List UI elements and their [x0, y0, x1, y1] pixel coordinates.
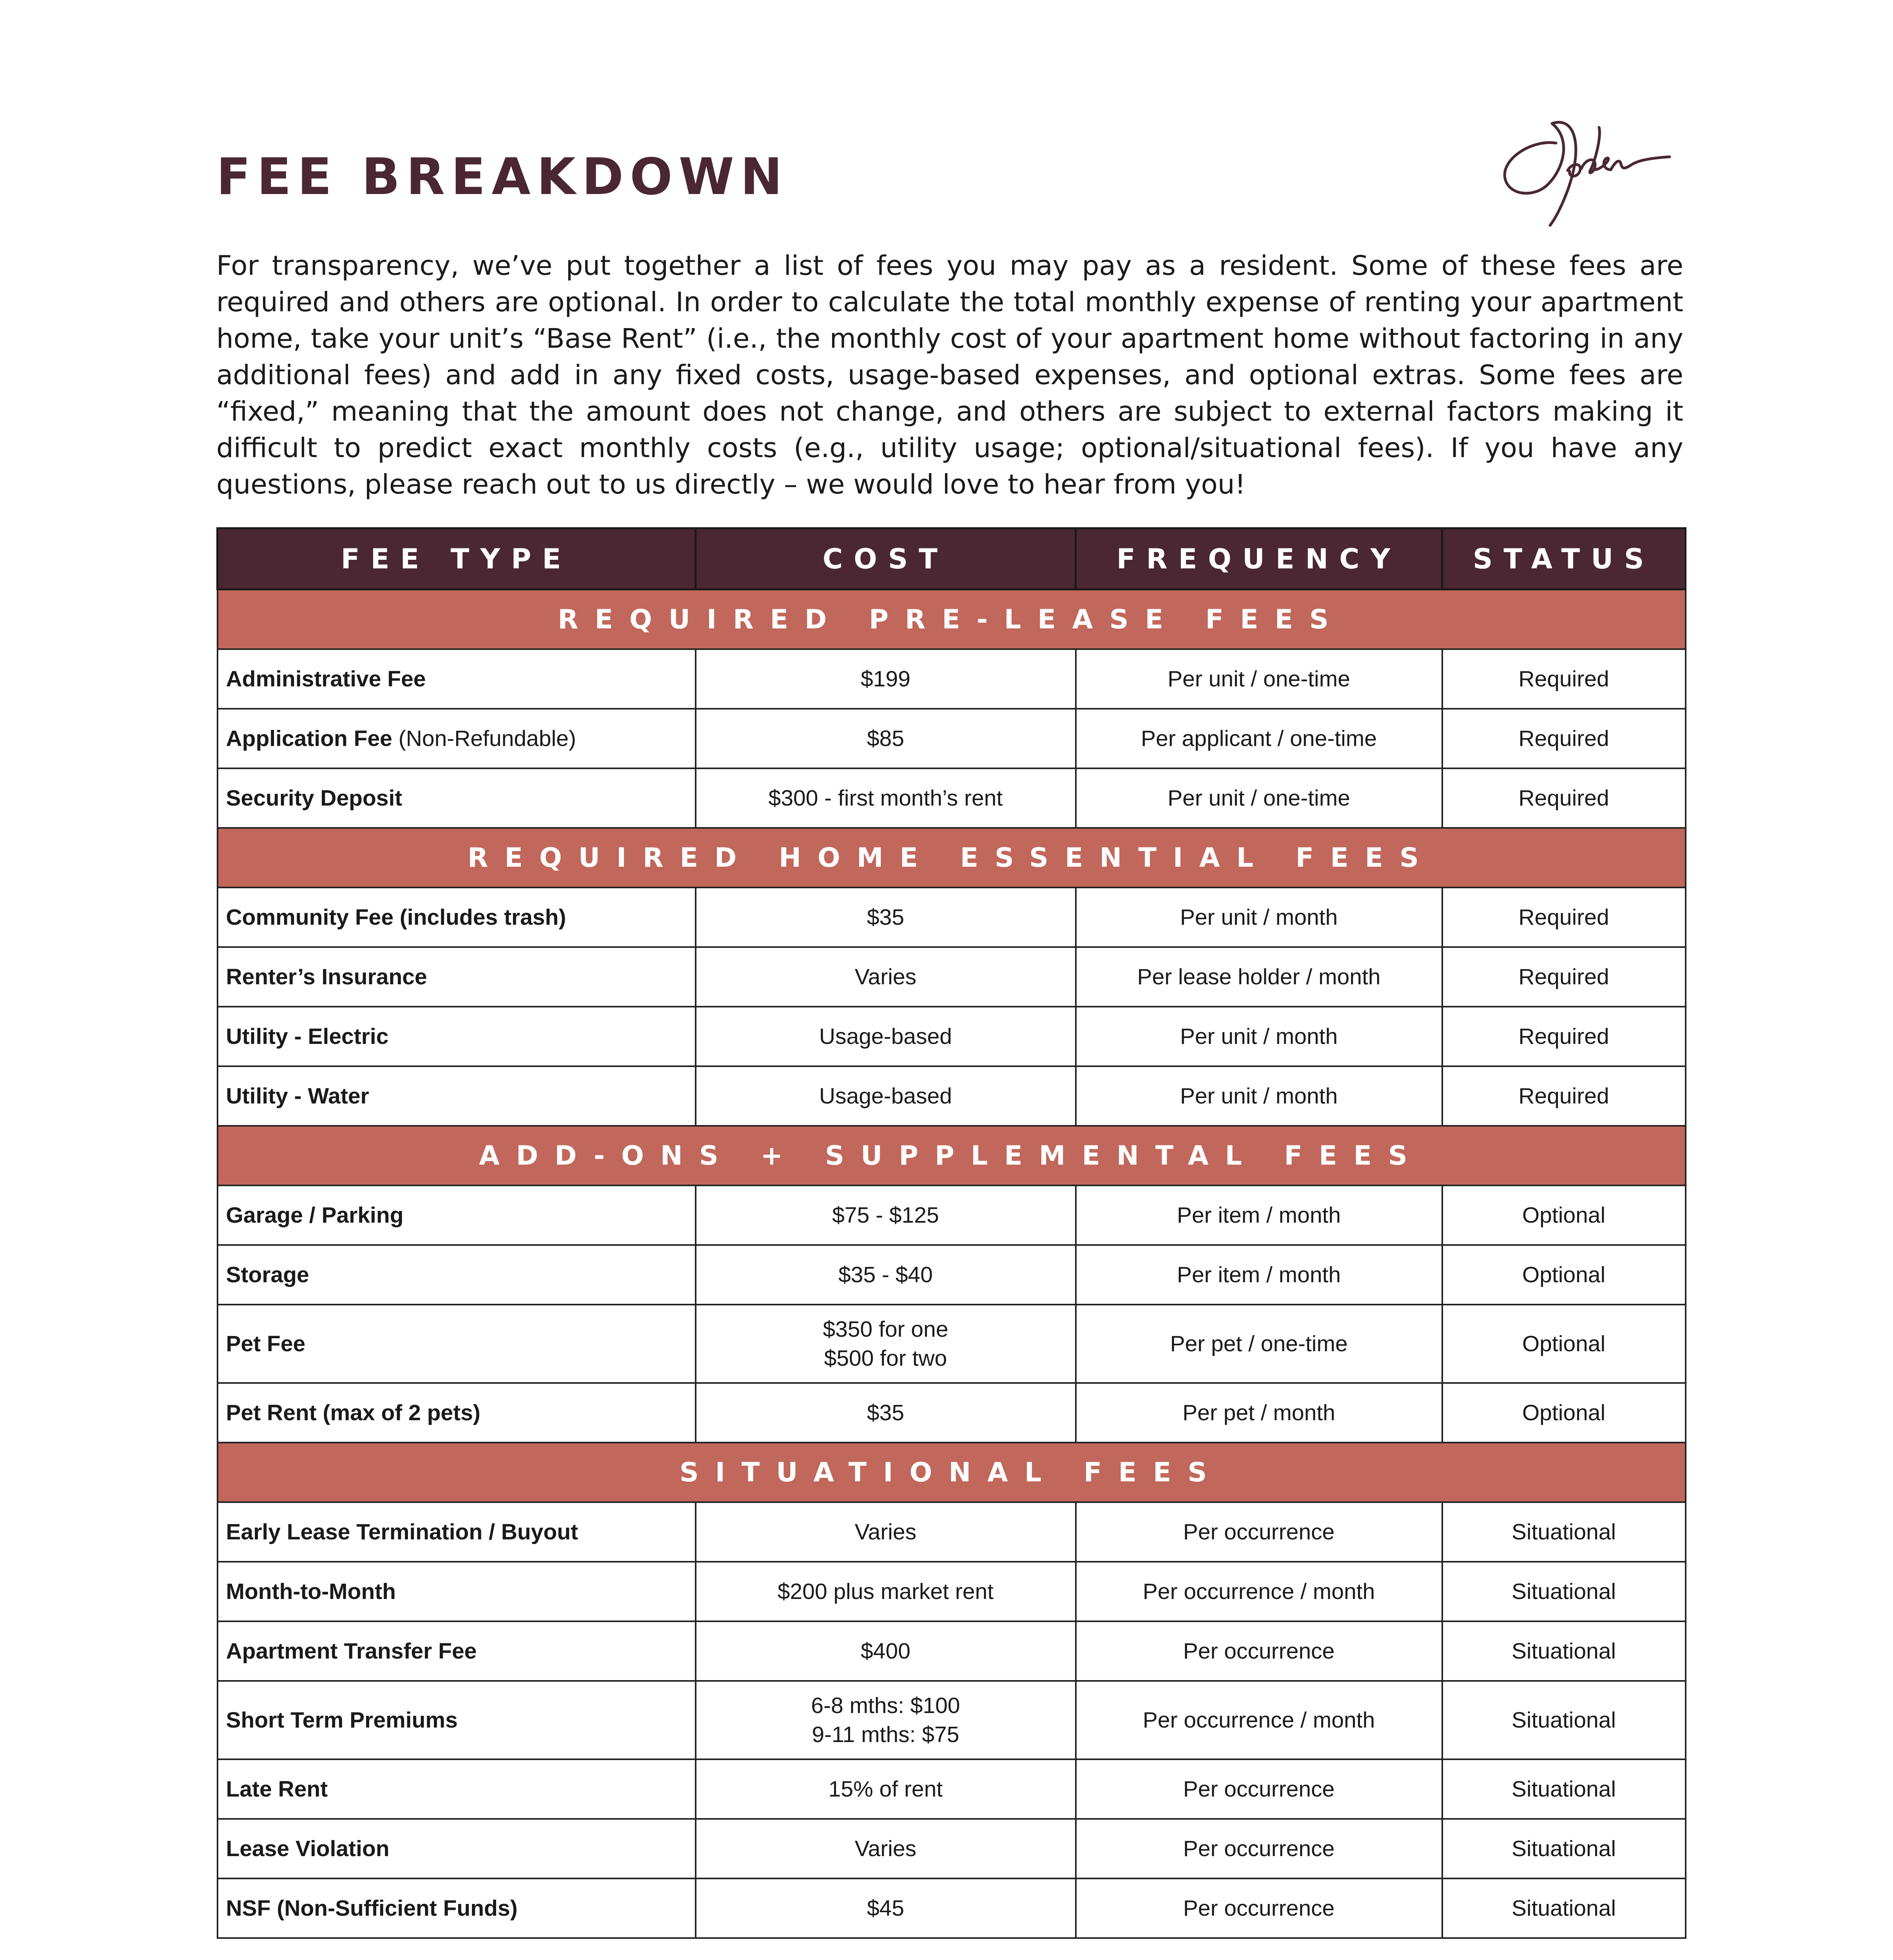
- fee-name: Pet Fee: [226, 1331, 306, 1356]
- fee-cost: 15% of rent: [696, 1759, 1076, 1819]
- fee-name-note: (Non-Refundable): [392, 726, 576, 751]
- fee-name: Pet Rent (max of 2 pets): [226, 1400, 481, 1425]
- fee-status: Situational: [1442, 1502, 1686, 1562]
- table-row: [218, 1245, 1686, 1305]
- table-row: [218, 887, 1686, 947]
- fee-frequency: Per occurrence: [1076, 1819, 1442, 1878]
- section-title: REQUIRED HOME ESSENTIAL FEES: [218, 828, 1686, 887]
- fee-cost: $75 - $125: [696, 1185, 1076, 1245]
- fee-status: Situational: [1442, 1681, 1686, 1759]
- fee-status: Required: [1442, 947, 1686, 1007]
- fee-status: Situational: [1442, 1878, 1686, 1938]
- fee-name: Administrative Fee: [226, 666, 426, 691]
- table-row: [218, 1819, 1686, 1878]
- fee-status: Situational: [1442, 1621, 1686, 1681]
- table-row: [218, 1562, 1686, 1621]
- table-header-row: [218, 528, 1686, 590]
- fee-name: Security Deposit: [226, 786, 403, 811]
- fee-frequency: Per lease holder / month: [1076, 947, 1442, 1007]
- fee-name: NSF (Non-Sufficient Funds): [226, 1896, 518, 1921]
- table-row: [218, 649, 1686, 709]
- intro-paragraph: For transparency, we’ve put together a list of fees you may pay as a resident. Some of these fees are required and others are optional. In order to calculate the total monthly expense of renting your apartment home, take your unit’s “Base Rent” (i.e., the monthly cost of your apartment home without factoring in any additional fees) and add in any fixed costs, usage-based expenses, and optional extras. Some fees are “fixed,” meaning that the amount does not change, and others are subject to external factors making it difficult to predict exact monthly costs (e.g., utility usage; optional/situational fees). If you have any questions, please reach out to us directly – we would love to hear from you!: [216, 250, 1683, 500]
- fee-frequency: Per item / month: [1076, 1245, 1442, 1305]
- fee-frequency: Per occurrence / month: [1076, 1562, 1442, 1621]
- fee-status: Required: [1442, 1007, 1686, 1066]
- fee-name: Storage: [226, 1262, 309, 1287]
- fee-cost: Usage-based: [696, 1007, 1076, 1066]
- fee-name-cell: [218, 1305, 696, 1383]
- fee-cost: $45: [696, 1878, 1076, 1938]
- fee-name-cell: [218, 768, 696, 828]
- fee-name-cell: [218, 1185, 696, 1245]
- table-row: [218, 1007, 1686, 1066]
- table-row: [218, 1185, 1686, 1245]
- fee-frequency: Per occurrence: [1076, 1878, 1442, 1938]
- fee-name: Utility - Water: [226, 1083, 369, 1109]
- section-header-row: [218, 1126, 1686, 1185]
- fee-frequency: Per unit / one-time: [1076, 768, 1442, 828]
- fee-cost: $200 plus market rent: [696, 1562, 1076, 1621]
- fee-name: Community Fee (includes trash): [226, 905, 566, 930]
- fee-name-cell: [218, 1562, 696, 1621]
- fee-cost: $300 - first month’s rent: [696, 768, 1076, 828]
- table-row: [218, 709, 1686, 768]
- table-row: [218, 1502, 1686, 1562]
- fee-name: Garage / Parking: [226, 1203, 404, 1228]
- table-row: [218, 1305, 1686, 1383]
- column-header-frequency: FREQUENCY: [1076, 528, 1442, 590]
- fee-frequency: Per pet / one-time: [1076, 1305, 1442, 1383]
- fee-table-body: [218, 590, 1686, 1938]
- fee-cost: $85: [696, 709, 1076, 768]
- fee-status: Required: [1442, 649, 1686, 709]
- fee-status: Required: [1442, 1066, 1686, 1126]
- fee-name: Late Rent: [226, 1777, 328, 1802]
- fee-cost: $35 - $40: [696, 1245, 1076, 1305]
- fee-name-cell: [218, 709, 696, 768]
- fee-table: [216, 527, 1686, 1939]
- fee-name-cell: [218, 1878, 696, 1938]
- column-header-status: STATUS: [1442, 528, 1686, 590]
- fee-frequency: Per item / month: [1076, 1185, 1442, 1245]
- section-title: SITUATIONAL FEES: [218, 1443, 1686, 1502]
- fee-name-cell: [218, 1681, 696, 1759]
- section-header-row: [218, 590, 1686, 650]
- fee-cost: $199: [696, 649, 1076, 709]
- fee-cost: Varies: [696, 1502, 1076, 1562]
- fee-status: Situational: [1442, 1562, 1686, 1621]
- fee-frequency: Per pet / month: [1076, 1383, 1442, 1443]
- fee-name-cell: [218, 1502, 696, 1562]
- table-row: [218, 1066, 1686, 1126]
- fee-cost: $35: [696, 1383, 1076, 1443]
- fee-name-cell: [218, 1621, 696, 1681]
- section-title: ADD-ONS + SUPPLEMENTAL FEES: [218, 1126, 1686, 1185]
- page-title: FEE BREAKDOWN: [216, 148, 789, 206]
- column-header-cost: COST: [696, 528, 1076, 590]
- section-header-row: [218, 828, 1686, 887]
- fee-name: Renter’s Insurance: [226, 964, 427, 989]
- fee-status: Situational: [1442, 1819, 1686, 1878]
- fee-status: Optional: [1442, 1245, 1686, 1305]
- fee-cost: $350 for one $500 for two: [696, 1305, 1076, 1383]
- fee-frequency: Per occurrence: [1076, 1759, 1442, 1819]
- section-title: REQUIRED PRE-LEASE FEES: [218, 590, 1686, 650]
- fee-name: Apartment Transfer Fee: [226, 1639, 477, 1664]
- fee-cost: 6-8 mths: $100 9-11 mths: $75: [696, 1681, 1076, 1759]
- fee-frequency: Per occurrence / month: [1076, 1681, 1442, 1759]
- column-header-fee-type: FEE TYPE: [218, 528, 696, 590]
- fee-name: Application Fee: [226, 726, 392, 751]
- fee-status: Optional: [1442, 1305, 1686, 1383]
- fee-frequency: Per applicant / one-time: [1076, 709, 1442, 768]
- fee-cost: Varies: [696, 947, 1076, 1007]
- fee-status: Situational: [1442, 1759, 1686, 1819]
- fee-name-cell: [218, 1819, 696, 1878]
- section-header-row: [218, 1443, 1686, 1502]
- fee-name-cell: [218, 1007, 696, 1066]
- fee-name-cell: [218, 947, 696, 1007]
- fee-status: Optional: [1442, 1185, 1686, 1245]
- fee-frequency: Per occurrence: [1076, 1621, 1442, 1681]
- table-row: [218, 768, 1686, 828]
- fee-status: Required: [1442, 768, 1686, 828]
- fee-name: Utility - Electric: [226, 1024, 389, 1049]
- fee-status: Optional: [1442, 1383, 1686, 1443]
- fee-name-cell: [218, 887, 696, 947]
- fee-cost: Usage-based: [696, 1066, 1076, 1126]
- table-row: [218, 1383, 1686, 1443]
- fee-name: Lease Violation: [226, 1836, 390, 1861]
- fee-name-cell: [218, 1383, 696, 1443]
- table-row: [218, 947, 1686, 1007]
- ogden-signature-logo: [1497, 100, 1677, 229]
- fee-cost: $35: [696, 887, 1076, 947]
- fee-frequency: Per unit / one-time: [1076, 649, 1442, 709]
- fee-name-cell: [218, 649, 696, 709]
- fee-status: Required: [1442, 887, 1686, 947]
- fee-frequency: Per unit / month: [1076, 887, 1442, 947]
- fee-name-cell: [218, 1245, 696, 1305]
- fee-name: Short Term Premiums: [226, 1708, 458, 1733]
- fee-cost: $400: [696, 1621, 1076, 1681]
- table-row: [218, 1878, 1686, 1938]
- table-row: [218, 1759, 1686, 1819]
- fee-cost: Varies: [696, 1819, 1076, 1878]
- fee-frequency: Per occurrence: [1076, 1502, 1442, 1562]
- fee-name-cell: [218, 1066, 696, 1126]
- fee-frequency: Per unit / month: [1076, 1007, 1442, 1066]
- fee-name: Early Lease Termination / Buyout: [226, 1519, 578, 1544]
- table-row: [218, 1621, 1686, 1681]
- fee-name-cell: [218, 1759, 696, 1819]
- table-row: [218, 1681, 1686, 1759]
- fee-frequency: Per unit / month: [1076, 1066, 1442, 1126]
- fee-status: Required: [1442, 709, 1686, 768]
- fee-name: Month-to-Month: [226, 1579, 396, 1604]
